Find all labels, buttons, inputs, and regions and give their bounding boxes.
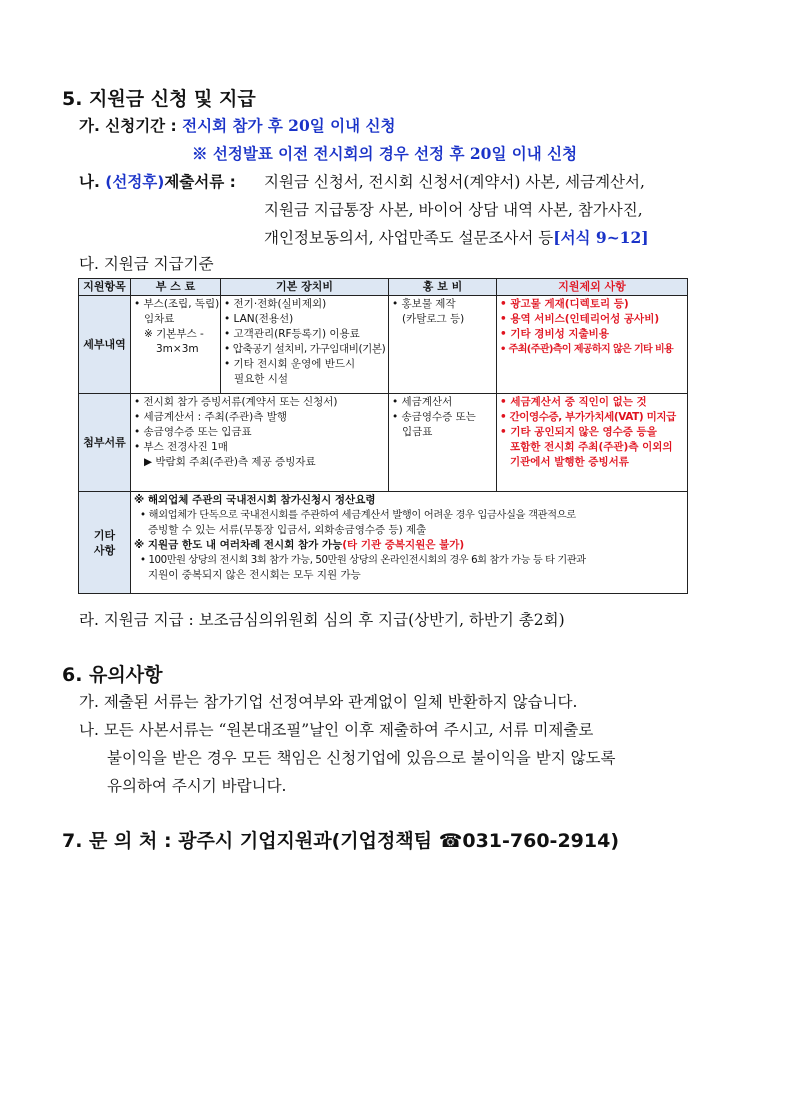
header-basic-equipment: 기본 장치비 [221, 279, 389, 296]
attachment-item: • 전시회 참가 증빙서류(계약서 또는 신청서) [134, 396, 338, 408]
required-docs-line-1: 지원금 신청서, 전시회 신청서(계약서) 사본, 세금계산서, [264, 173, 645, 191]
table-header-row [79, 279, 688, 296]
promotion-attachment-item: • 송금영수증 또는 [392, 411, 476, 423]
etc-note-text: 지원이 중복되지 않은 전시회는 모두 지원 가능 [148, 569, 361, 581]
cell-promotion-details [389, 296, 497, 394]
header-support-item: 지원항목 [79, 279, 131, 296]
exclusion-attachment-item: • 간이영수증, 부가가치세(VAT) 미지급 [500, 411, 676, 423]
row-head-etc [79, 492, 131, 594]
row-head-etc-line: 기타 [93, 528, 116, 542]
application-period-label: 가. 신청기간 : [79, 117, 183, 135]
equipment-item: • 고객관리(RF등록기) 이용료 [224, 328, 360, 340]
cell-exclusion-attachments [497, 394, 688, 492]
exclusion-item: • 광고물 게재(디렉토리 등) [500, 298, 629, 310]
booth-item: 임차료 [144, 313, 175, 325]
table-row-etc [79, 492, 688, 594]
booth-item: ※ 기본부스 - [144, 328, 204, 340]
etc-note-2-text: ※ 지원금 한도 내 여러차례 전시회 참가 가능 [134, 539, 343, 551]
etc-note-title: ※ 해외업체 주관의 국내전시회 참가신청시 정산요령 [134, 494, 376, 506]
cell-booth-details [131, 296, 221, 394]
promotion-attachment-item: • 세금계산서 [392, 396, 453, 408]
cell-exclusion-details [497, 296, 688, 394]
required-docs-line-3-text: 개인정보동의서, 사업만족도 설문조사서 등 [264, 229, 554, 247]
equipment-item: • 전기·전화(실비제외) [224, 298, 327, 310]
row-head-attachments: 첨부서류 [79, 394, 131, 492]
exclusion-attachment-item: • 기타 공인되지 않은 영수증 등을 [500, 426, 657, 438]
etc-note-2-red: (타 기관 중복지원은 불가) [342, 539, 465, 551]
note-ga: 가. 제출된 서류는 참가기업 선정여부와 관계없이 일체 반환하지 않습니다. [79, 693, 578, 711]
equipment-item: • LAN(전용선) [224, 313, 294, 325]
cell-equipment-details [221, 296, 389, 394]
exclusion-item: • 주최(주관)측이 제공하지 않은 기타 비용 [500, 344, 674, 355]
required-docs-line-3 [264, 226, 649, 248]
booth-item: • 부스(조립, 독립) [134, 298, 220, 310]
attachment-item: • 부스 전경사진 1매 [134, 441, 228, 453]
etc-note-text: • 100만원 상당의 전시회 3회 참가 가능, 50만원 상당의 온라인전시회의 경우 6회 참가 가능 등 타 기관과 [140, 555, 586, 566]
equipment-item: 필요한 시설 [234, 373, 289, 385]
required-docs-after-selection: (선정후) [105, 173, 165, 191]
note-na-line-2: 불이익을 받은 경우 모든 책임은 신청기업에 있음으로 불이익을 받지 않도록 [107, 749, 616, 767]
payment-criteria-table [78, 278, 688, 594]
header-promotion: 홍 보 비 [389, 279, 497, 296]
promotion-item: • 홍보물 제작 [392, 298, 456, 310]
row-head-etc-line: 사항 [93, 543, 116, 557]
payment-criteria-heading: 다. 지원금 지급기준 [79, 255, 214, 273]
application-period-value: 전시회 참가 후 20일 이내 신청 [182, 116, 396, 135]
exclusion-attachment-item: 기관에서 발행한 증빙서류 [510, 456, 629, 468]
promotion-item: (카탈로그 등) [402, 313, 465, 325]
required-docs-label [79, 170, 236, 192]
required-docs-line-2: 지원금 지급통장 사본, 바이어 상담 내역 사본, 참가사진, [264, 201, 643, 219]
promotion-attachment-item: 입금표 [402, 426, 433, 438]
attachment-item: • 세금계산서 : 주최(주관)측 발행 [134, 411, 287, 423]
equipment-item: • 기타 전시회 운영에 반드시 [224, 358, 356, 370]
section-6-title: 6. 유의사항 [62, 664, 163, 686]
note-na-line-1: 나. 모든 사본서류는 “원본대조필”날인 이후 제출하여 주시고, 서류 미제출로 [79, 721, 594, 739]
required-docs-prefix: 나. [79, 173, 106, 191]
etc-note-text: • 해외업체가 단독으로 국내전시회를 주관하여 세금계산서 발행이 어려운 경우 입금사실을 객관적으로 [140, 510, 576, 521]
header-exclusions: 지원제외 사항 [497, 279, 688, 296]
attachment-item: ▶ 박람회 주최(주관)측 제공 증빙자료 [144, 456, 316, 468]
exclusion-item: • 기타 경비성 지출비용 [500, 328, 609, 340]
exclusion-attachment-item: 포함한 전시회 주최(주관)측 이외의 [510, 441, 673, 453]
application-period [79, 114, 395, 136]
required-docs-form-ref: [서식 9~12] [553, 228, 649, 247]
required-docs-title: 제출서류 : [164, 173, 236, 191]
attachment-item: • 송금영수증 또는 입금표 [134, 426, 252, 438]
application-period-note: ※ 선정발표 이전 전시회의 경우 선정 후 20일 이내 신청 [192, 144, 578, 163]
cell-promotion-attachments [389, 394, 497, 492]
table-row-details [79, 296, 688, 394]
table-row-attachments [79, 394, 688, 492]
cell-attachment-docs [131, 394, 389, 492]
row-head-details: 세부내역 [79, 296, 131, 394]
equipment-item: • 압축공기 설치비, 가구임대비(기본) [224, 343, 386, 355]
cell-etc-notes [131, 492, 688, 594]
exclusion-item: • 용역 서비스(인테리어성 공사비) [500, 313, 660, 325]
section-5-title: 5. 지원금 신청 및 지급 [62, 88, 256, 110]
etc-note-text: 증빙할 수 있는 서류(무통장 입금서, 외화송금영수증 등) 제출 [148, 524, 427, 536]
etc-note-title-2 [134, 538, 684, 553]
booth-item: 3m×3m [156, 343, 199, 355]
note-na-line-3: 유의하여 주시기 바랍니다. [107, 777, 287, 795]
section-7-contact: 7. 문 의 처 : 광주시 기업지원과(기업정책팀 ☎031-760-2914) [62, 830, 620, 852]
payment-schedule: 라. 지원금 지급 : 보조금심의위원회 심의 후 지급(상반기, 하반기 총2회) [79, 611, 565, 629]
header-booth-fee: 부 스 료 [131, 279, 221, 296]
exclusion-attachment-item: • 세금계산서 중 직인이 없는 것 [500, 396, 647, 408]
